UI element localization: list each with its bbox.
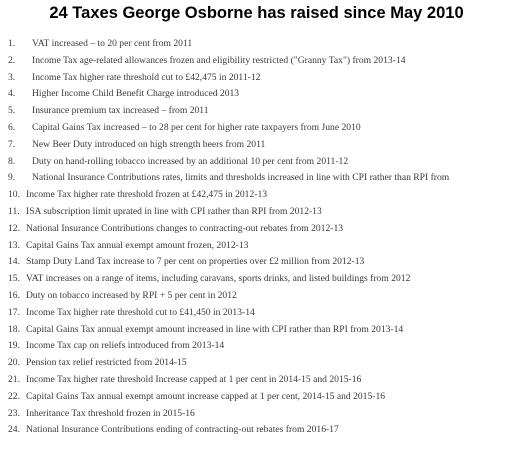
page-title: 24 Taxes George Osborne has raised since May 2010 bbox=[49, 4, 464, 22]
item-number: 18. bbox=[8, 323, 20, 335]
item-text: VAT increased – to 20 per cent from 2011 bbox=[32, 38, 193, 49]
list-item bbox=[0, 86, 513, 103]
item-number: 10. bbox=[8, 189, 20, 201]
item-number: 8. bbox=[8, 155, 16, 167]
list-item bbox=[0, 204, 513, 221]
item-number: 12. bbox=[8, 222, 20, 234]
item-text: Income Tax higher rate threshold Increase capped at 1 per cent in 2014-15 and 2015-16 bbox=[26, 373, 362, 385]
list-item bbox=[0, 422, 513, 439]
item-number: 20. bbox=[8, 357, 20, 369]
list-item bbox=[0, 254, 513, 271]
list-item bbox=[0, 221, 513, 238]
list-item bbox=[0, 406, 513, 423]
item-text: Capital Gains Tax annual exempt amount frozen, 2012-13 bbox=[26, 239, 249, 251]
list-item bbox=[0, 103, 513, 120]
list-item bbox=[0, 288, 513, 305]
item-number: 2. bbox=[8, 54, 16, 66]
list-item bbox=[0, 170, 513, 187]
item-text: Income Tax age-related allowances frozen and eligibility restricted ("Granny Tax") from 2013-14 bbox=[32, 54, 406, 66]
item-number: 6. bbox=[8, 121, 16, 133]
item-text: Income Tax higher rate threshold frozen at £42,475 in 2012-13 bbox=[26, 189, 268, 201]
item-number: 11. bbox=[8, 205, 20, 217]
list-item bbox=[0, 322, 513, 339]
item-text: National Insurance Contributions rates, limits and thresholds increased in line with CPI rather than RPI from bbox=[32, 172, 450, 184]
item-number: 16. bbox=[8, 289, 20, 301]
item-text: Inheritance Tax threshold frozen in 2015-16 bbox=[26, 407, 195, 419]
item-text: Income Tax cap on reliefs introduced from 2013-14 bbox=[26, 340, 225, 352]
item-number: 9. bbox=[8, 172, 16, 184]
tax-list bbox=[0, 36, 513, 439]
item-text: Income Tax higher rate threshold cut to £41,450 in 2013-14 bbox=[26, 306, 255, 318]
list-item bbox=[0, 187, 513, 204]
item-number: 15. bbox=[8, 273, 20, 285]
item-number: 24. bbox=[8, 424, 20, 436]
item-text: VAT increases on a range of items, including caravans, sports drinks, and listed buildings from 2012 bbox=[26, 273, 411, 285]
item-text: ISA subscription limit uprated in line with CPI rather than RPI from 2012-13 bbox=[26, 205, 322, 217]
list-item bbox=[0, 70, 513, 87]
item-text: Higher Income Child Benefit Charge introduced 2013 bbox=[32, 88, 240, 100]
item-text: Stamp Duty Land Tax increase to 7 per cent on properties over £2 million from 2012-13 bbox=[26, 256, 365, 268]
list-item bbox=[0, 355, 513, 372]
item-number: 7. bbox=[8, 138, 16, 150]
item-number: 3. bbox=[8, 71, 16, 83]
item-number: 1. bbox=[8, 38, 16, 49]
item-text: Capital Gains Tax annual exempt amount increase capped at 1 per cent, 2014-15 and 2015-16 bbox=[26, 390, 386, 402]
list-item bbox=[0, 238, 513, 255]
item-number: 13. bbox=[8, 239, 20, 251]
item-number: 19. bbox=[8, 340, 20, 352]
list-item bbox=[0, 305, 513, 322]
item-text: Insurance premium tax increased – from 2011 bbox=[32, 105, 209, 117]
list-item bbox=[0, 338, 513, 355]
item-number: 5. bbox=[8, 105, 16, 117]
item-text: Capital Gains Tax annual exempt amount increased in line with CPI rather than RPI from 2013-14 bbox=[26, 323, 404, 335]
list-item bbox=[0, 389, 513, 406]
item-number: 22. bbox=[8, 390, 20, 402]
list-item bbox=[0, 120, 513, 137]
item-number: 4. bbox=[8, 88, 16, 100]
item-text: Duty on hand-rolling tobacco increased by an additional 10 per cent from 2011-12 bbox=[32, 155, 349, 167]
item-text: New Beer Duty introduced on high strength beers from 2011 bbox=[32, 138, 266, 150]
item-number: 23. bbox=[8, 407, 20, 419]
item-text: National Insurance Contributions ending of contracting-out rebates from 2016-17 bbox=[26, 424, 339, 436]
item-text: Duty on tobacco increased by RPI + 5 per cent in 2012 bbox=[26, 289, 237, 301]
list-item bbox=[0, 36, 513, 53]
item-text: Capital Gains Tax increased – to 28 per cent for higher rate taxpayers from June 2010 bbox=[32, 121, 361, 133]
list-item bbox=[0, 137, 513, 154]
list-item bbox=[0, 372, 513, 389]
list-item bbox=[0, 271, 513, 288]
item-text: National Insurance Contributions changes to contracting-out rebates from 2012-13 bbox=[26, 222, 344, 234]
item-text: Income Tax higher rate threshold cut to £42,475 in 2011-12 bbox=[32, 71, 261, 83]
item-number: 21. bbox=[8, 373, 20, 385]
list-item bbox=[0, 154, 513, 171]
list-item bbox=[0, 53, 513, 70]
item-text: Pension tax relief restricted from 2014-15 bbox=[26, 357, 187, 369]
item-number: 17. bbox=[8, 306, 20, 318]
item-number: 14. bbox=[8, 256, 20, 268]
